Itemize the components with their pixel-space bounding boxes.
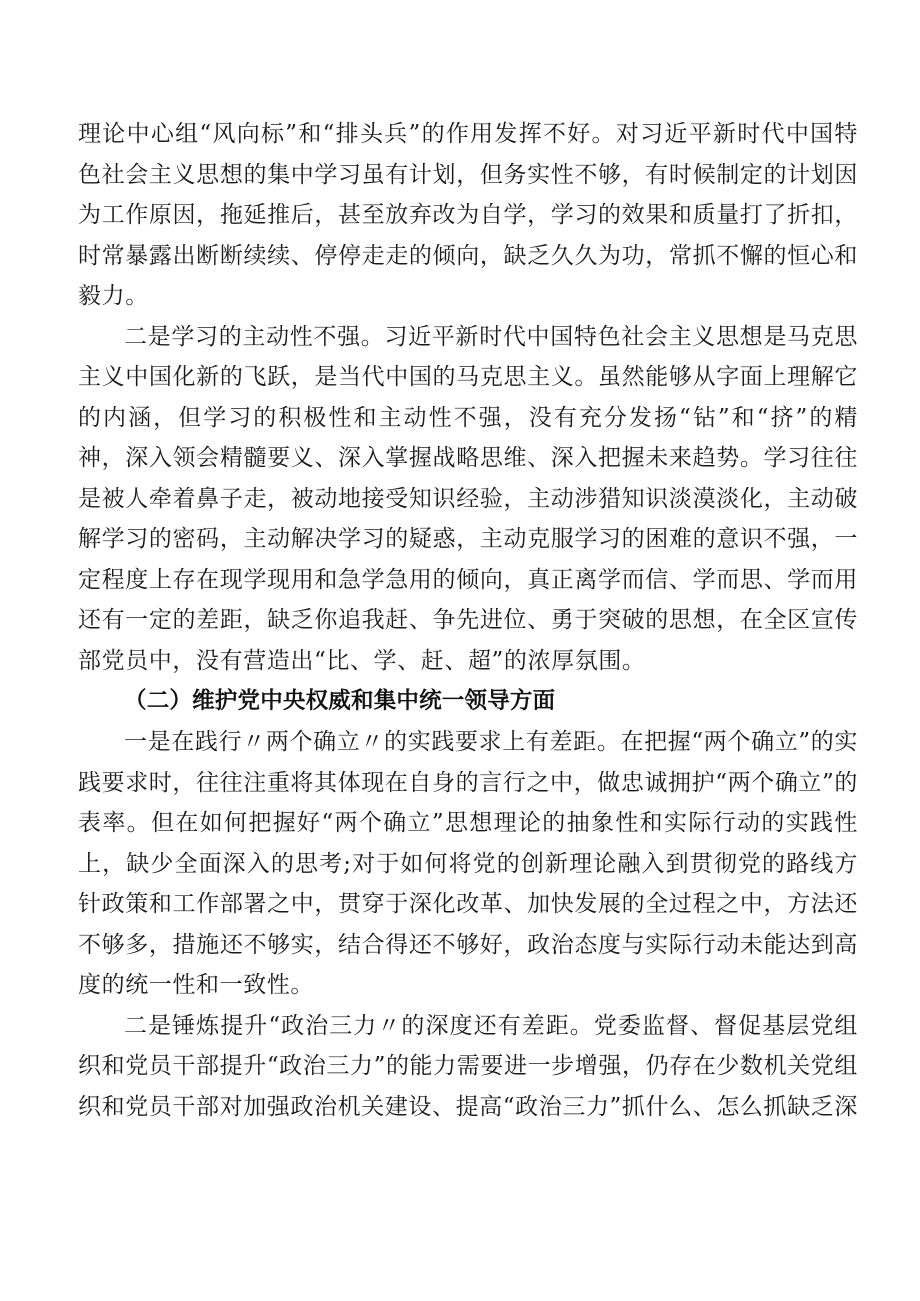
paragraph-learning-initiative: 二是学习的主动性不强。习近平新时代中国特色社会主义思想是马克思主义中国化新的飞跃，是当代中国的马克思主义。虽然能够从字面上理解它的内涵，但学习的积极性和主动性不强，没有充分发扬“钻”和“挤”的精神，深入领会精髓要义、深入掌握战略思维、深入把握未来趋势。学习往往是被人牵着鼻子走，被动地接受知识经验，主动涉猎知识淡漠淡化，主动破解学习的密码，主动解决学习的疑惑，主动克服学习的困难的意识不强，一定程度上存在现学现用和急学急用的倾向，真正离学而信、学而思、学而用还有一定的差距，缺乏你追我赶、争先进位、勇于突破的思想，在全区宣传部党员中，没有营造出“比、学、赶、超”的浓厚氛围。 bbox=[78, 323, 858, 674]
document-body bbox=[78, 114, 858, 1127]
paragraph-political-capabilities: 二是锤炼提升“政治三力〃的深度还有差距。党委监督、督促基层党组织和党员干部提升“政治三力”的能力需要进一步增强，仍存在少数机关党组织和党员干部对加强政治机关建设、提高“政治三力”抓什么、怎么抓缺乏深 bbox=[78, 1012, 858, 1120]
paragraph-two-establishments: 一是在践行〃两个确立〃的实践要求上有差距。在把握“两个确立”的实践要求时，往往注重将其体现在自身的言行之中，做忠诚拥护“两个确立”的表率。但在如何把握好“两个确立”思想理论的抽象性和实际行动的实践性上，缺少全面深入的思考;对于如何将党的创新理论融入到贯彻党的路线方针政策和工作部署之中，贯穿于深化改革、加快发展的全过程之中，方法还不够多，措施还不够实，结合得还不够好，政治态度与实际行动未能达到高度的统一性和一致性。 bbox=[78, 729, 858, 998]
paragraph-continuation: 理论中心组“风向标”和“排头兵”的作用发挥不好。对习近平新时代中国特色社会主义思想的集中学习虽有计划，但务实性不够，有时候制定的计划因为工作原因，拖延推后，甚至放弃改为自学，学习的效果和质量打了折扣，时常暴露出断断续续、停停走走的倾向，缺乏久久为功，常抓不懈的恒心和毅力。 bbox=[78, 121, 858, 309]
section-heading: （二）维护党中央权威和集中统一领导方面 bbox=[124, 688, 556, 714]
